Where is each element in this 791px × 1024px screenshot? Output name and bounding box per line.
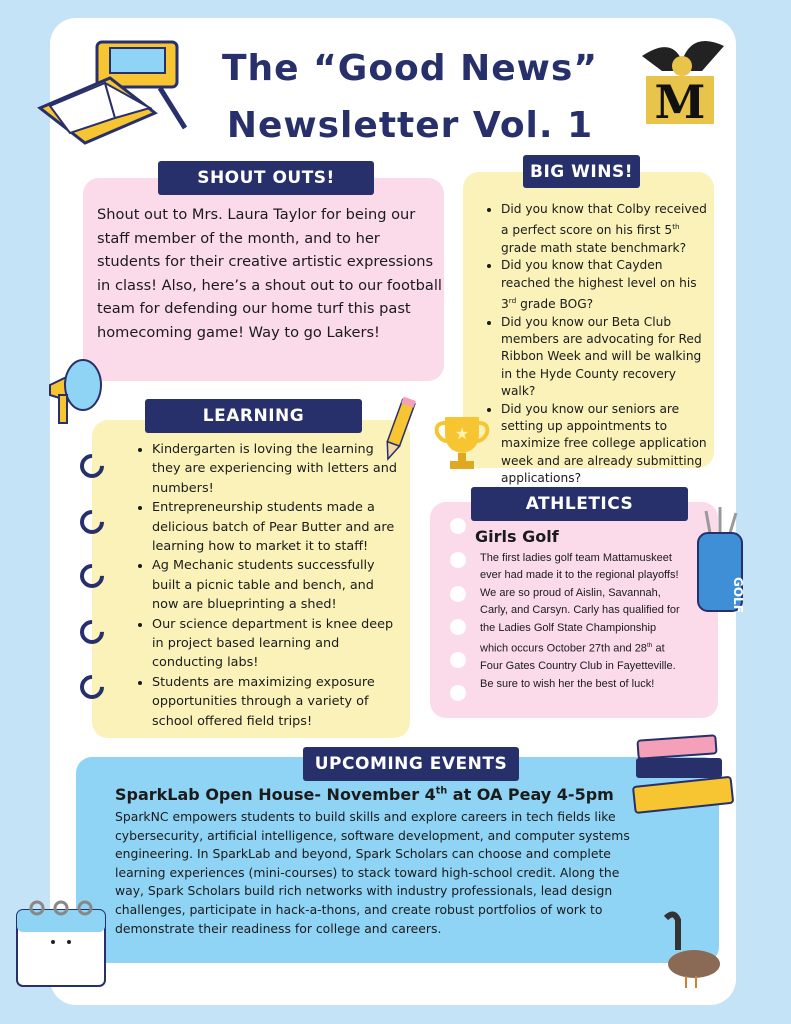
- big-wins-list: [483, 201, 711, 488]
- title-line-2: Newsletter Vol. 1: [226, 105, 594, 146]
- shout-outs-heading: SHOUT OUTS!: [158, 161, 374, 195]
- calendar-icon: [13, 898, 109, 990]
- megaphone-icon: [45, 355, 107, 430]
- learning-item: • Students are maximizing exposure opportunities through a variety of school offered field trips!: [152, 673, 404, 731]
- notebook-hole: [450, 685, 466, 701]
- big-wins-item: • Did you know our Beta Club members are advocating for Red Ribbon Week and will be walking in the Hyde County recovery walk?: [501, 314, 711, 401]
- learning-item: • Our science department is knee deep in project based learning and conducting labs!: [152, 615, 404, 673]
- girls-golf-heading: Girls Golf: [475, 527, 559, 546]
- upcoming-events-heading: UPCOMING EVENTS: [303, 747, 519, 781]
- event-description: SparkNC empowers students to build skills and explore careers in tech fields like cybersecurity, artificial intelligence, software development, and computer systems engineering. In SparkLab and beyond, Spark Scholars can choose and complete learning experiences (mini-courses) to stack toward high-school credit. Along the way, Spark Scholars build rich networks with industry professionals, lead design challenges, participate in hack-a-thons, and create robust portfolios of work to demonstrate their readiness for college and careers.: [115, 809, 630, 936]
- golf-bag-icon: [690, 503, 750, 615]
- big-wins-item: • Did you know our seniors are setting up appointments to maximize free college application week and are already submitting applications?: [501, 401, 711, 488]
- notebook-hole: [450, 552, 466, 568]
- notebook-hole: [450, 586, 466, 602]
- girls-golf-text: The first ladies golf team Mattamuskeet ever had made it to the regional playoffs! We are so proud of Aislin, Savannah, Carly, and Carsyn. Carly has qualified for the Ladies Golf State Championship which occurs October 27th and 28th at Four Gates Country Club in Fayetteville. Be sure to wish her the best of luck!: [480, 552, 680, 690]
- notebook-hole: [450, 518, 466, 534]
- notebook-hole: [450, 652, 466, 668]
- golf-bag-label: GOLF: [731, 577, 745, 613]
- athletics-panel: [430, 502, 718, 718]
- big-wins-item: • Did you know that Cayden reached the highest level on his 3rd grade BOG?: [501, 257, 711, 313]
- learning-list: [134, 440, 404, 731]
- upcoming-events-panel: [76, 757, 719, 963]
- big-wins-heading: BIG WINS!: [523, 155, 640, 188]
- learning-heading: LEARNING: [145, 399, 362, 433]
- school-logo-eagle-m: [632, 26, 728, 130]
- svg-text:★: ★: [454, 424, 470, 443]
- logo-letter: M: [654, 75, 706, 129]
- title-line-1: The “Good News”: [221, 48, 598, 89]
- notebook-hole: [450, 619, 466, 635]
- shout-outs-text: Shout out to Mrs. Laura Taylor for being our staff member of the month, and to her students for their creative artistic expressions in class! Also, here’s a shout out to our football team for defending our home turf this past homecoming game! Way to go Lakers!: [97, 206, 442, 341]
- open-book-icon: [35, 38, 190, 146]
- learning-item: • Ag Mechanic students successfully built a picnic table and bench, and now are blueprinting a shed!: [152, 556, 404, 614]
- goose-icon: [656, 910, 722, 990]
- book-stack-icon: [632, 734, 734, 818]
- event-heading: SparkLab Open House- November 4th at OA Peay 4-5pm: [115, 785, 614, 804]
- trophy-icon: [433, 413, 491, 471]
- learning-item: • Entrepreneurship students made a delicious batch of Pear Butter and are learning how to market it to staff!: [152, 498, 404, 556]
- learning-panel: [92, 420, 410, 738]
- big-wins-item: • Did you know that Colby received a perfect score on his first 5th grade math state benchmark?: [501, 201, 711, 257]
- learning-item: • Kindergarten is loving the learning they are experiencing with letters and numbers!: [152, 440, 404, 498]
- shout-outs-panel: [83, 178, 444, 381]
- athletics-heading: ATHLETICS: [471, 487, 688, 521]
- pencil-icon: [378, 395, 420, 465]
- big-wins-panel: [463, 172, 714, 486]
